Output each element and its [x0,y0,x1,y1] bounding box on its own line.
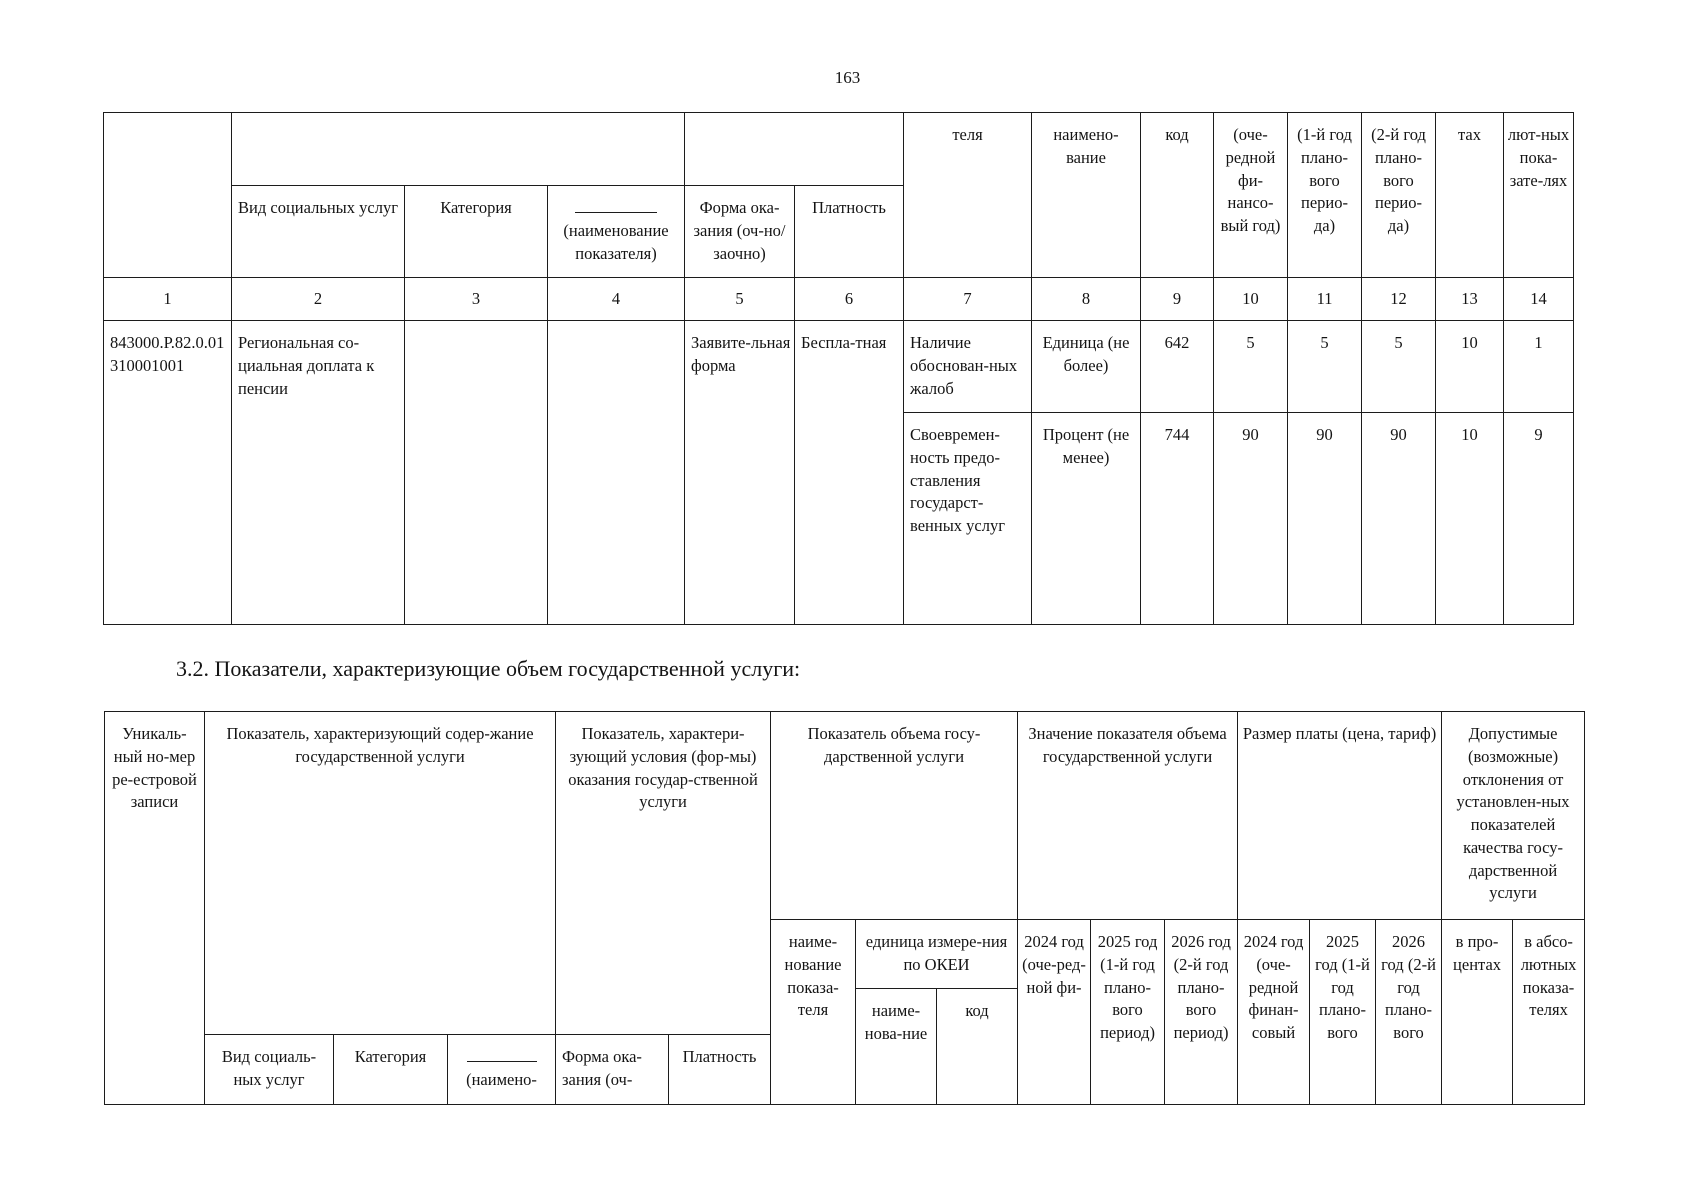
okei-unit-header: единица измере-ния по ОКЕИ [856,920,1018,989]
table1-column-numbers-row [104,278,1574,321]
fee-2025-header: 2025 год (1-й год плано-вого [1310,920,1376,1105]
service-type: Региональная со-циальная доплата к пенсии [232,321,405,625]
unit-code: 744 [1141,413,1214,625]
volume-indicator-header: Показатель объема госу-дарственной услуги [771,712,1018,920]
table1-header-cell [685,113,904,186]
volume-value-header: Значение показателя объема государственной услуги [1018,712,1238,920]
column-number: 7 [904,278,1032,321]
unit-name: Процент (не менее) [1032,413,1141,625]
indicator-name-header: наиме-нование показа-теля [771,920,856,1105]
fee-2024-header: 2024 год (оче-редной финан-совый [1238,920,1310,1105]
column-number: 5 [685,278,795,321]
value-2024: 5 [1214,321,1288,413]
column-number: 4 [548,278,685,321]
column-number: 12 [1362,278,1436,321]
table1-header-dev-percent: тах [1436,113,1504,278]
table1-header-indicator: теля [904,113,1032,278]
blank-line [575,200,657,213]
value-2025: 5 [1288,321,1362,413]
table1-header-year-plan1: (1-й год плано-вого перио-да) [1288,113,1362,278]
value-2025-header: 2025 год (1-й год плано-вого период) [1091,920,1165,1105]
unit-name: Единица (не более) [1032,321,1141,413]
indicator-name: Своевремен-ность предо-ставления государст-венных услуг [904,413,1032,625]
column-number: 14 [1504,278,1574,321]
deviation-header: Допустимые (возможные) отклонения от установлен-ных показателей качества госу-дарственной услуги [1442,712,1585,920]
category-cell [405,321,548,625]
column-number: 13 [1436,278,1504,321]
okei-name-header: наиме-нова-ние [856,989,937,1105]
table1-header-dev-abs: лют-ных пока-зате-лях [1504,113,1574,278]
table1-header-code: код [1141,113,1214,278]
deviation-percent-header: в про-центах [1442,920,1513,1105]
deviation-absolute: 1 [1504,321,1574,413]
column-number: 3 [405,278,548,321]
service-type-header: Вид социаль-ных услуг [205,1035,334,1105]
service-form: Заявите-льная форма [685,321,795,625]
table1-header-cell [232,113,685,186]
category-header: Категория [334,1035,448,1105]
table1-header-payment: Платность [795,186,904,278]
column-number: 9 [1141,278,1214,321]
column-number: 2 [232,278,405,321]
page-number: 163 [834,68,861,87]
table1-header-year-current: (оче-редной фи-нансо-вый год) [1214,113,1288,278]
deviation-absolute-header: в абсо-лютных показа-телях [1513,920,1585,1105]
quality-indicators-table [103,112,1574,625]
conditions-indicator-header: Показатель, характери-зующий условия (фор-мы) оказания государ-ственной услуги [556,712,771,1035]
deviation-percent: 10 [1436,413,1504,625]
column-number: 8 [1032,278,1141,321]
registry-number: 843000.Р.82.0.01310001001 [104,321,232,625]
table1-header-category: Категория [405,186,548,278]
form-header: Форма ока-зания (оч- [556,1035,669,1105]
deviation-absolute: 9 [1504,413,1574,625]
blank-indicator-cell [548,321,685,625]
value-2026-header: 2026 год (2-й год плано-вого период) [1165,920,1238,1105]
table1-header-cell [104,113,232,278]
fee-2026-header: 2026 год (2-й год плано-вого [1376,920,1442,1105]
table1-header-blank-label: (наименование показателя) [563,220,669,263]
indicator-name: Наличие обоснован-ных жалоб [904,321,1032,413]
unit-code: 642 [1141,321,1214,413]
table1-header-blank-indicator [548,186,685,278]
value-2025: 90 [1288,413,1362,625]
column-number: 10 [1214,278,1288,321]
value-2024-header: 2024 год (оче-ред-ной фи- [1018,920,1091,1105]
blank-line [467,1049,537,1062]
table1-header-form: Форма ока-зания (оч-но/заочно) [685,186,795,278]
value-2024: 90 [1214,413,1288,625]
okei-code-header: код [937,989,1018,1105]
table2-header-top-row [105,712,1585,920]
table1-header-unit-name: наимено-вание [1032,113,1141,278]
table1-header-top-row [104,113,1574,186]
table1-header-year-plan2: (2-й год плано-вого перио-да) [1362,113,1436,278]
service-payment: Беспла-тная [795,321,904,625]
content-indicator-header: Показатель, характеризующий содер-жание государственной услуги [205,712,556,1035]
payment-header: Платность [669,1035,771,1105]
value-2026: 90 [1362,413,1436,625]
deviation-percent: 10 [1436,321,1504,413]
column-number: 6 [795,278,904,321]
section-heading: 3.2. Показатели, характеризующие объем государственной услуги: [176,656,801,681]
registry-number-header: Уникаль-ный но-мер ре-естровой записи [105,712,205,1105]
value-2026: 5 [1362,321,1436,413]
fee-header: Размер платы (цена, тариф) [1238,712,1442,920]
blank-indicator-header [448,1035,556,1105]
volume-indicators-table [104,711,1585,1105]
table1-header-service-type: Вид социальных услуг [232,186,405,278]
column-number: 11 [1288,278,1362,321]
blank-indicator-label: (наимено- [466,1069,537,1089]
table-row [104,321,1574,413]
column-number: 1 [104,278,232,321]
